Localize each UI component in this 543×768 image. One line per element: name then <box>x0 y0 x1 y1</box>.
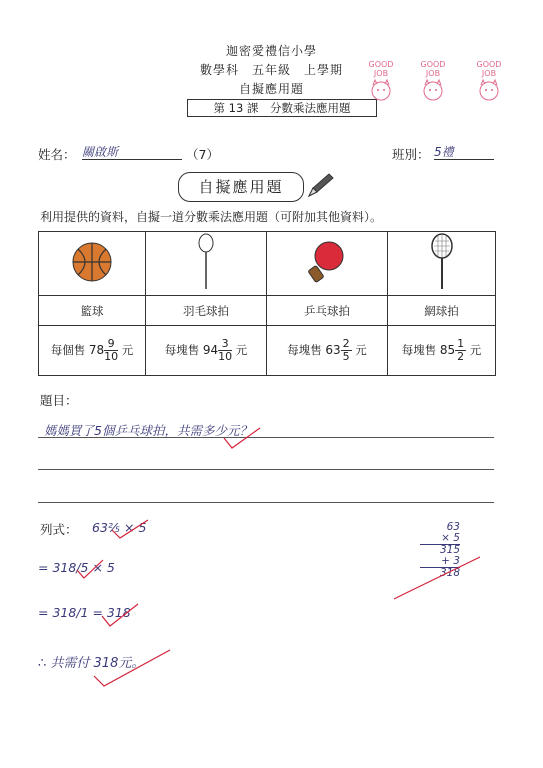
answer-line <box>38 502 494 503</box>
formula-step-1: 63⅖ × 5 <box>92 520 147 535</box>
price-whole: 94 <box>202 343 219 357</box>
item-price <box>39 326 146 376</box>
price-prefix: 每塊售 <box>401 343 437 357</box>
section-banner: 自擬應用題 <box>178 172 304 202</box>
check-mark-icon <box>110 518 150 542</box>
badminton-racket-icon <box>196 233 216 291</box>
icon-row <box>39 232 496 296</box>
calc-line: + 3 <box>420 556 460 568</box>
calc-line: 318 <box>439 567 460 579</box>
price-unit: 元 <box>235 343 248 357</box>
school-name: 迦密愛禮信小學 <box>225 44 317 58</box>
name-row <box>39 296 496 326</box>
good-job-stamp <box>470 60 508 96</box>
formula-step-3: = 318/1 = 318 <box>38 605 131 620</box>
price-prefix: 每塊售 <box>164 343 200 357</box>
subject-line: 數學科 五年級 上學期 <box>199 63 343 77</box>
price-row <box>39 326 496 376</box>
item-price <box>267 326 388 376</box>
calc-line: 315 <box>439 544 460 556</box>
formula-step-2: = 318/5 × 5 <box>38 560 115 575</box>
price-fraction: $\frac{9}{10}$ <box>104 337 119 363</box>
price-whole: 85 <box>439 343 456 357</box>
cat-icon <box>418 78 448 102</box>
item-icon-cell <box>39 232 146 296</box>
cat-icon <box>474 78 504 102</box>
basketball-icon <box>71 241 113 283</box>
price-unit: 元 <box>355 343 367 357</box>
name-field[interactable]: 關啟斯 <box>82 143 182 160</box>
stamp-text: GOOD JOB <box>476 60 502 78</box>
price-unit: 元 <box>121 343 134 357</box>
stamp-text: GOOD JOB <box>420 60 446 78</box>
formula-label: 列式： <box>40 522 78 537</box>
check-mark-icon <box>100 602 140 630</box>
instruction-text: 利用提供的資料，自擬一道分數乘法應用題（可附加其他資料）。 <box>40 210 383 224</box>
answer-line <box>38 469 494 470</box>
item-name: 乒乓球拍 <box>267 296 388 326</box>
answer-line <box>38 437 494 438</box>
price-fraction: $\frac{3}{10}$ <box>218 337 233 363</box>
item-price <box>146 326 267 376</box>
price-prefix: 每塊售 <box>287 343 322 357</box>
class-label: 班別： <box>392 147 430 162</box>
student-number: （7） <box>186 147 219 162</box>
check-mark-icon <box>92 648 172 688</box>
price-fraction: $\frac{1}{2}$ <box>457 337 465 363</box>
good-job-stamp <box>362 60 400 96</box>
price-whole: 63 <box>325 343 341 357</box>
cat-icon <box>366 78 396 102</box>
good-job-stamp <box>414 60 452 96</box>
table-tennis-paddle-icon <box>307 240 347 284</box>
price-fraction: $\frac{2}{5}$ <box>342 337 350 363</box>
question-answer[interactable]: 媽媽買了5個乒乓球拍，共需多少元？ <box>44 423 252 438</box>
stamp-text: GOOD JOB <box>368 60 394 78</box>
class-field[interactable]: 5禮 <box>434 143 494 160</box>
item-name: 羽毛球拍 <box>146 296 267 326</box>
item-icon-cell <box>267 232 388 296</box>
conclusion-text: ∴ 共需付 318元。 <box>38 656 145 671</box>
price-whole: 78 <box>88 343 105 357</box>
item-icon-cell <box>146 232 267 296</box>
calc-line: 63 <box>446 521 460 533</box>
item-price <box>388 326 496 376</box>
check-mark-icon <box>392 555 482 605</box>
price-unit: 元 <box>469 343 482 357</box>
item-name: 網球拍 <box>388 296 496 326</box>
calc-line: × 5 <box>420 533 460 545</box>
check-mark-icon <box>75 558 105 582</box>
question-label: 題目： <box>40 393 78 408</box>
check-mark-icon <box>222 424 262 454</box>
lesson-title: 第 13 課 分數乘法應用題 <box>187 99 377 117</box>
price-prefix: 每個售 <box>50 343 86 357</box>
pencil-icon <box>305 170 335 200</box>
items-table <box>38 231 496 376</box>
item-name: 籃球 <box>39 296 146 326</box>
name-label: 姓名： <box>38 147 76 162</box>
unit-title: 自擬應用題 <box>238 82 304 96</box>
tennis-racket-icon <box>429 233 455 291</box>
item-icon-cell <box>388 232 496 296</box>
